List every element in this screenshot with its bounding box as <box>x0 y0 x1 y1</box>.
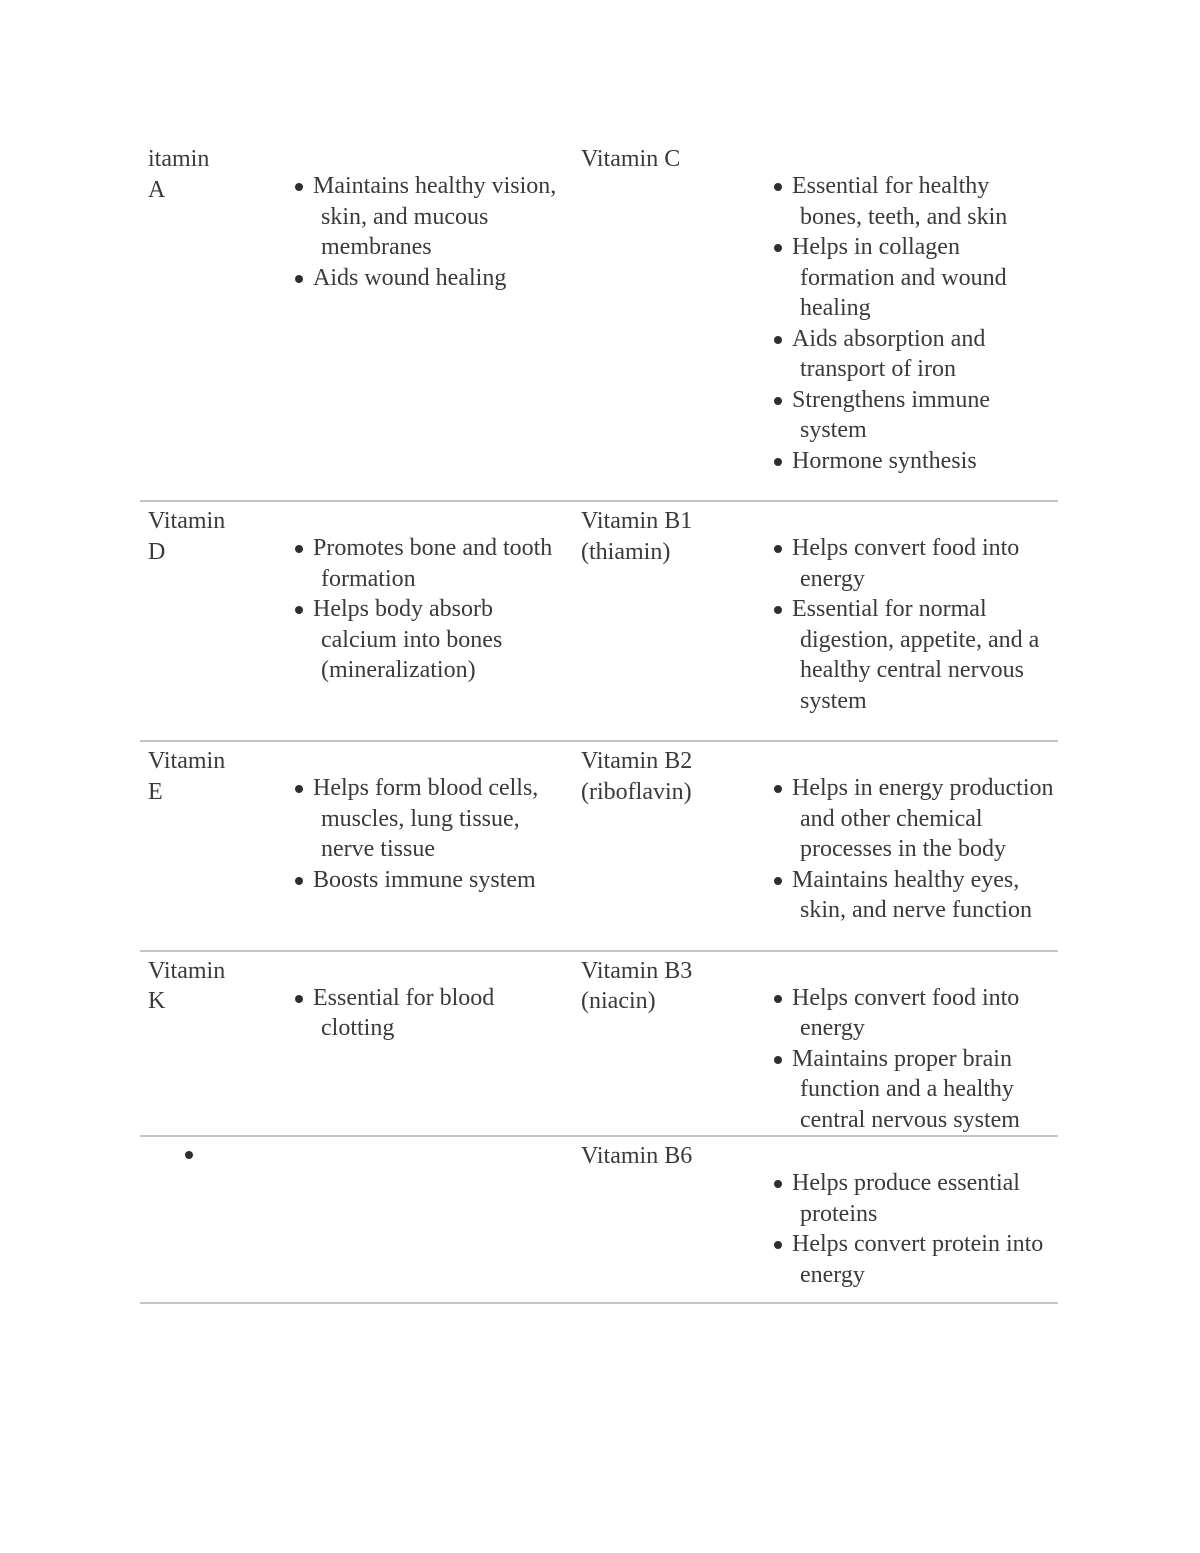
bullet-icon <box>185 1151 193 1159</box>
vitamin-name-cell <box>574 741 767 951</box>
list-item: Helps in collagen formation and wound healing <box>767 232 1058 324</box>
benefits-cell <box>282 741 574 951</box>
list-item: Maintains healthy vision, skin, and mucous membranes <box>288 171 574 263</box>
list-item: Essential for normal digestion, appetite, and a healthy central nervous system <box>767 594 1058 716</box>
benefits-list <box>288 773 574 895</box>
list-item: Maintains proper brain function and a healthy central nervous system <box>767 1044 1058 1136</box>
list-item: Promotes bone and tooth formation <box>288 533 574 594</box>
vitamin-name-cell <box>574 1136 767 1303</box>
vitamin-name: Vitamin B2 <box>581 748 693 774</box>
vitamin-name-cell <box>574 140 767 501</box>
list-item: Boosts immune system <box>288 865 574 896</box>
vitamin-name: Vitamin <box>148 748 226 774</box>
benefits-cell <box>767 1136 1058 1303</box>
benefits-cell <box>767 951 1058 1137</box>
vitamin-name: Vitamin C <box>581 146 681 172</box>
benefits-list <box>767 983 1058 1136</box>
vitamin-name: A <box>148 176 166 203</box>
list-item: Helps body absorb calcium into bones (mineralization) <box>288 594 574 686</box>
list-item: Helps convert food into energy <box>767 983 1058 1044</box>
list-item: Helps convert food into energy <box>767 533 1058 594</box>
vitamin-name: (niacin) <box>581 988 656 1014</box>
benefits-cell <box>282 951 574 1137</box>
vitamin-name: Vitamin B3 <box>581 957 693 984</box>
vitamin-name: (riboflavin) <box>581 778 692 805</box>
list-item: Maintains healthy eyes, skin, and nerve function <box>767 865 1058 926</box>
list-item: Aids absorption and transport of iron <box>767 324 1058 385</box>
benefits-list <box>288 171 574 293</box>
vitamin-name-cell <box>574 951 767 1137</box>
vitamin-name: Vitamin <box>148 957 226 984</box>
benefits-cell <box>767 140 1058 501</box>
list-item: Helps in energy production and other chemical processes in the body <box>767 773 1058 865</box>
vitamin-table <box>140 140 1058 1304</box>
list-item: Helps convert protein into energy <box>767 1229 1058 1290</box>
table-row <box>140 501 1058 741</box>
vitamin-name: Vitamin <box>148 508 226 534</box>
list-item: Essential for blood clotting <box>288 983 574 1044</box>
table-row <box>140 741 1058 951</box>
vitamin-name-cell <box>140 741 282 951</box>
vitamin-name-cell <box>140 140 282 501</box>
list-item: Helps produce essential proteins <box>767 1168 1058 1229</box>
vitamin-name: E <box>148 778 163 805</box>
benefits-cell <box>767 501 1058 741</box>
empty-cell <box>140 1136 574 1303</box>
benefits-list <box>288 983 574 1044</box>
benefits-cell <box>282 140 574 501</box>
list-item: Hormone synthesis <box>767 446 1058 477</box>
benefits-cell <box>282 501 574 741</box>
list-item: Helps form blood cells, muscles, lung tissue, nerve tissue <box>288 773 574 865</box>
benefits-cell <box>767 741 1058 951</box>
benefits-list <box>767 773 1058 926</box>
benefits-list <box>767 1168 1058 1290</box>
vitamin-name-cell <box>140 951 282 1137</box>
table-row <box>140 140 1058 501</box>
document-page <box>140 140 1058 1304</box>
vitamin-name: K <box>148 988 166 1014</box>
table-row <box>140 951 1058 1137</box>
vitamin-name: Vitamin B6 <box>581 1143 693 1169</box>
vitamin-name-cell <box>140 501 282 741</box>
list-item: Aids wound healing <box>288 263 574 294</box>
vitamin-name: D <box>148 538 166 565</box>
vitamin-name-cell <box>574 501 767 741</box>
list-item: Essential for healthy bones, teeth, and skin <box>767 171 1058 232</box>
vitamin-name: itamin <box>148 146 210 172</box>
vitamin-name: Vitamin B1 <box>581 508 693 534</box>
benefits-list <box>767 171 1058 476</box>
list-item: Strengthens immune system <box>767 385 1058 446</box>
benefits-list <box>288 533 574 686</box>
vitamin-name: (thiamin) <box>581 538 671 565</box>
benefits-list <box>767 533 1058 716</box>
table-row <box>140 1136 1058 1303</box>
